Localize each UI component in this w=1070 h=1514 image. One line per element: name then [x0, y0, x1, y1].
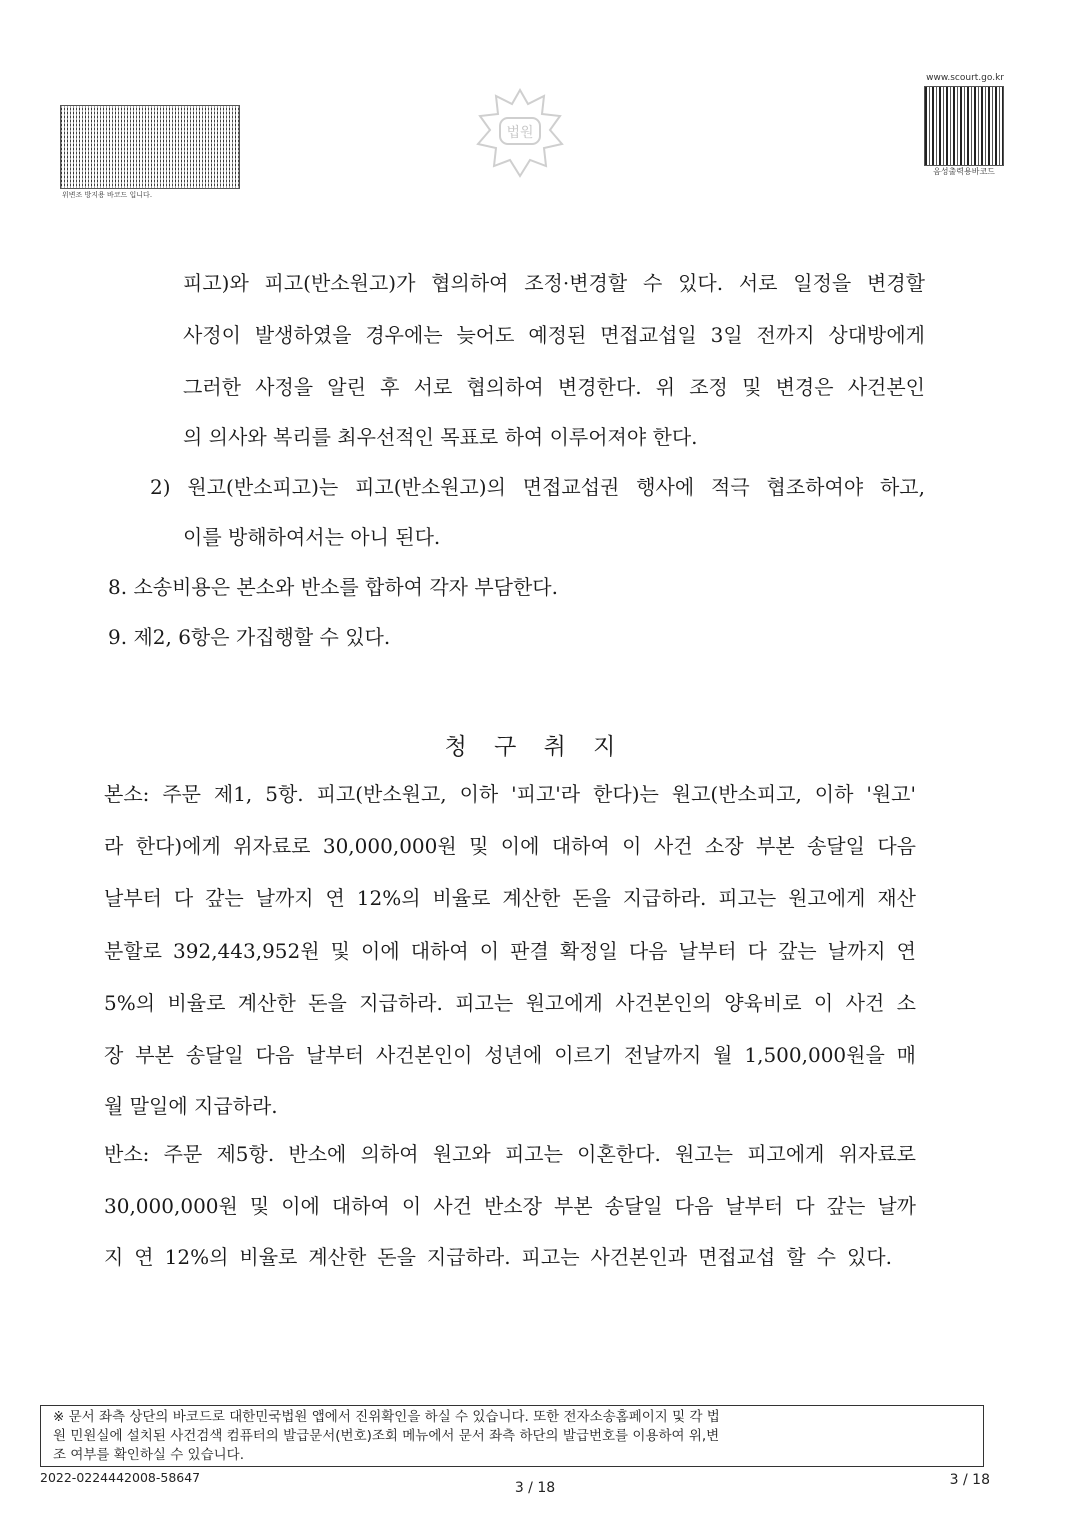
bonso-line: 라 한다)에게 위자료로 30,000,000원 및 이에 대하여 이 사건 소장 부본 송달일 다음 — [104, 834, 916, 858]
notice-line: 조 여부를 확인하실 수 있습니다. — [53, 1447, 244, 1463]
item-9: 9. 제2, 6항은 가집행할 수 있다. — [108, 625, 391, 649]
court-seal-watermark — [470, 82, 570, 182]
seal-text: 법원 — [506, 125, 534, 141]
body-line: 피고)와 피고(반소원고)가 협의하여 조정·변경할 수 있다. 서로 일정을 변경할 — [183, 271, 925, 295]
body-line: 그러한 사정을 알린 후 서로 협의하여 변경한다. 위 조정 및 변경은 사건본인 — [183, 375, 925, 399]
issue-number: 2022-0224442008-58647 — [40, 1470, 201, 1485]
body-line: 사정이 발생하였을 경우에는 늦어도 예정된 면접교섭일 3일 전까지 상대방에게 — [183, 323, 925, 347]
barcode-caption: 위변조 방지용 바코드 입니다. — [62, 191, 153, 199]
qr-caption: 음성출력용바코드 — [933, 167, 995, 176]
banso-line: 30,000,000원 및 이에 대하여 이 사건 반소장 부본 송달일 다음 날부터 다 갚는 날까 — [104, 1194, 916, 1218]
body-line: 의 의사와 복리를 최우선적인 목표로 하여 이루어져야 한다. — [183, 425, 698, 449]
bonso-line: 날부터 다 갚는 날까지 연 12%의 비율로 계산한 돈을 지급하라. 피고는 원고에게 재산 — [104, 886, 916, 910]
banso-line: 지 연 12%의 비율로 계산한 돈을 지급하라. 피고는 사건본인과 면접교섭 할 수 있다. — [104, 1245, 892, 1269]
item-2-line: 이를 방해하여서는 아니 된다. — [183, 525, 441, 549]
item-2-line: 2) 원고(반소피고)는 피고(반소원고)의 면접교섭권 행사에 적극 협조하여야 하고, — [150, 475, 925, 499]
site-url-label: www.scourt.go.kr — [926, 73, 1004, 83]
page-number-right: 3 / 18 — [949, 1472, 990, 1488]
bonso-line: 장 부본 송달일 다음 날부터 사건본인이 성년에 이르기 전날까지 월 1,500,000원을 매 — [104, 1043, 916, 1067]
anti-forgery-barcode — [60, 105, 240, 189]
section-title: 청 구 취 지 — [444, 734, 626, 760]
bonso-line: 월 말일에 지급하라. — [104, 1094, 278, 1118]
voice-output-qr-code — [924, 86, 1004, 166]
notice-line: 원 민원실에 설치된 사건검색 컴퓨터의 발급문서(번호)조회 메뉴에서 문서 좌측 하단의 발급번호를 이용하여 위,변 — [53, 1428, 720, 1444]
notice-line: ※ 문서 좌측 상단의 바코드로 대한민국법원 앱에서 진위확인을 하실 수 있습니다. 또한 전자소송홈페이지 및 각 법 — [53, 1409, 720, 1425]
page-number-center: 3 / 18 — [514, 1480, 556, 1496]
verification-notice — [40, 1405, 984, 1467]
bonso-line: 본소: 주문 제1, 5항. 피고(반소원고, 이하 '피고'라 한다)는 원고(반소피고, 이하 '원고' — [104, 782, 916, 806]
bonso-line: 분할로 392,443,952원 및 이에 대하여 이 판결 확정일 다음 날부터 다 갚는 날까지 연 — [104, 939, 916, 963]
item-8: 8. 소송비용은 본소와 반소를 합하여 각자 부담한다. — [108, 575, 558, 599]
bonso-line: 5%의 비율로 계산한 돈을 지급하라. 피고는 원고에게 사건본인의 양육비로 이 사건 소 — [104, 991, 916, 1015]
banso-line: 반소: 주문 제5항. 반소에 의하여 원고와 피고는 이혼한다. 원고는 피고에게 위자료로 — [104, 1142, 916, 1166]
